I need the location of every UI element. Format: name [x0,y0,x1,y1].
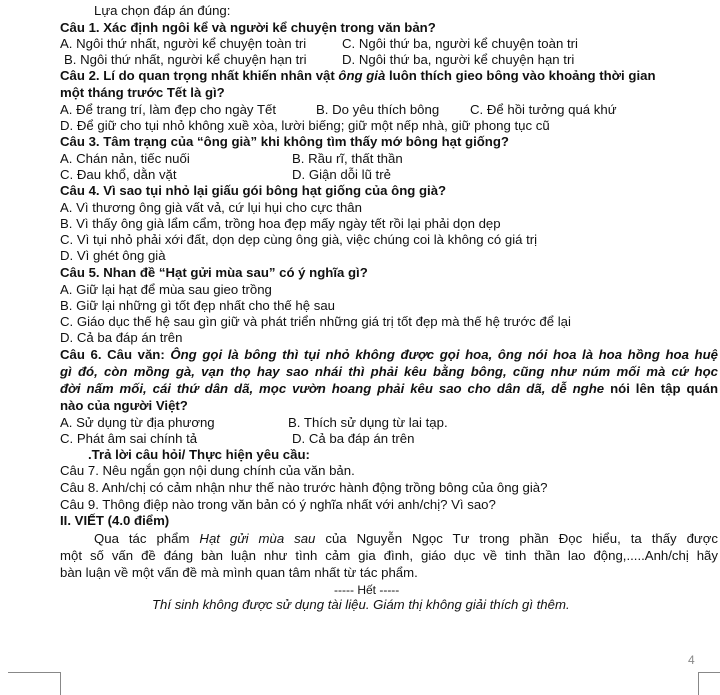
question-5-stem: Câu 5. Nhan đề “Hạt gửi mùa sau” có ý nghĩa gì? [60,265,368,280]
q2-option-a: A. Để trang trí, làm đẹp cho ngày Tết [60,102,276,117]
q6-quote-line3: đời nấm mối, cái thứ dân dã, mọc vườn hoang phải kêu sao cho dân dã, dễ nghe [60,381,605,396]
q1-option-a: A. Ngôi thứ nhất, người kể chuyện toàn tri [60,36,307,51]
q2-option-d: D. Để giữ cho tụi nhỏ không xuề xòa, lười biếng; giữ một nếp nhà, giữ phong tục cũ [60,118,550,133]
q4-option-c: C. Vì tụi nhỏ phải xới đất, dọn dẹp cùng ông già, việc chúng coi là không có giá trị [60,232,538,247]
writing-work-title: Hạt gửi mùa sau [199,531,316,546]
q6-option-c: C. Phát âm sai chính tả [60,431,198,446]
writing-line1-a: Qua tác phẩm [94,531,200,546]
writing-line1-b: của Nguyễn Ngọc Tư trong phần Đọc hiểu, ta thấy được [315,531,718,546]
writing-line2: một số vấn đề đáng bàn luận như tình cảm gia đình, giáo dục về tinh thần lao động,.....Anh/chị hãy [60,548,718,563]
q1-option-b: B. Ngôi thứ nhất, người kể chuyện hạn tri [64,52,307,67]
question-8: Câu 8. Anh/chị có cảm nhận như thế nào trước hành động trồng bông của ông già? [60,480,548,495]
question-9: Câu 9. Thông điệp nào trong văn bản có ý nghĩa nhất với anh/chị? Vì sao? [60,497,496,512]
q3-option-d: D. Giận dỗi lũ trẻ [292,167,391,182]
question-6-line3 [60,381,718,397]
question-6-line1 [60,347,718,363]
short-answer-heading: .Trả lời câu hỏi/ Thực hiện yêu cầu: [88,447,310,462]
page-number: 4 [688,653,695,667]
crop-mark-right [698,672,720,695]
writing-heading: II. VIẾT (4.0 điểm) [60,513,170,528]
q6-quote-line2: gì đó, còn mồng gà, vạn thọ hay sao nhái thì phải kêu bằng bông, cũng như núm mối mà cứ học [60,364,718,379]
q5-option-a: A. Giữ lại hạt để mùa sau gieo trồng [60,282,272,297]
q6-quote-line1: Ông gọi là bông thì tụi nhỏ không được gọi hoa, ông nói hoa là hoa hồng hoa huệ [170,347,718,362]
question-3-stem: Câu 3. Tâm trạng của “ông già” khi không tìm thấy mớ bông hạt giống? [60,134,509,149]
q4-option-d: D. Vì ghét ông già [60,248,166,263]
crop-mark-left [8,672,61,695]
q1-option-c: C. Ngôi thứ ba, người kể chuyện toàn tri [342,36,578,51]
q3-option-b: B. Rầu rĩ, thất thần [292,151,403,166]
q6-tail-line4: nào của người Việt? [60,398,188,413]
q6-label: Câu 6. Câu văn: [60,347,171,362]
q3-option-a: A. Chán nản, tiếc nuối [60,151,190,166]
q2-stem-part2: luôn thích gieo bông vào khoảng thời gian [385,68,656,83]
q2-option-b: B. Do yêu thích bông [316,102,440,117]
q6-option-a: A. Sử dụng từ địa phương [60,415,215,430]
footer-note: Thí sinh không được sử dụng tài liệu. Giám thị không giải thích gì thêm. [152,597,570,612]
q1-option-d: D. Ngôi thứ ba, người kể chuyện hạn tri [342,52,575,67]
writing-line1 [94,531,718,547]
q2-option-c: C. Để hồi tưởng quá khứ [470,102,617,117]
q2-stem-italic: ông già [338,68,386,83]
q3-option-c: C. Đau khổ, dằn vặt [60,167,177,182]
section-heading: Lựa chọn đáp án đúng: [94,3,231,18]
q6-tail-line3: nói lên tập quán [604,381,718,396]
q2-stem-part1: Câu 2. Lí do quan trọng nhất khiến nhân vật [60,68,339,83]
question-1-stem: Câu 1. Xác định ngôi kể và người kể chuyện trong văn bản? [60,20,436,35]
q5-option-b: B. Giữ lại những gì tốt đẹp nhất cho thế hệ sau [60,298,335,313]
q5-option-c: C. Giáo dục thế hệ sau gìn giữ và phát triển những giá trị tốt đẹp mà thế hệ trước để lại [60,314,571,329]
q4-option-a: A. Vì thương ông già vất vả, cứ lụi hụi cho cực thân [60,200,362,215]
question-7: Câu 7. Nêu ngắn gọn nội dung chính của văn bản. [60,463,355,478]
question-2-stem-line2: một tháng trước Tết là gì? [60,85,225,100]
q6-option-d: D. Cả ba đáp án trên [292,431,415,446]
question-4-stem: Câu 4. Vì sao tụi nhỏ lại giấu gói bông hạt giống của ông già? [60,183,447,198]
end-mark: ----- Hết ----- [334,583,400,597]
q6-option-b: B. Thích sử dụng từ lai tạp. [288,415,448,430]
writing-line3: bàn luận về một vấn đề mà mình quan tâm nhất từ tác phẩm. [60,565,418,580]
q5-option-d: D. Cả ba đáp án trên [60,330,183,345]
question-2-stem [60,68,656,84]
q4-option-b: B. Vì thấy ông già lẩm cẩm, trồng hoa đẹp mấy ngày tết rồi lại phải dọn dẹp [60,216,501,231]
